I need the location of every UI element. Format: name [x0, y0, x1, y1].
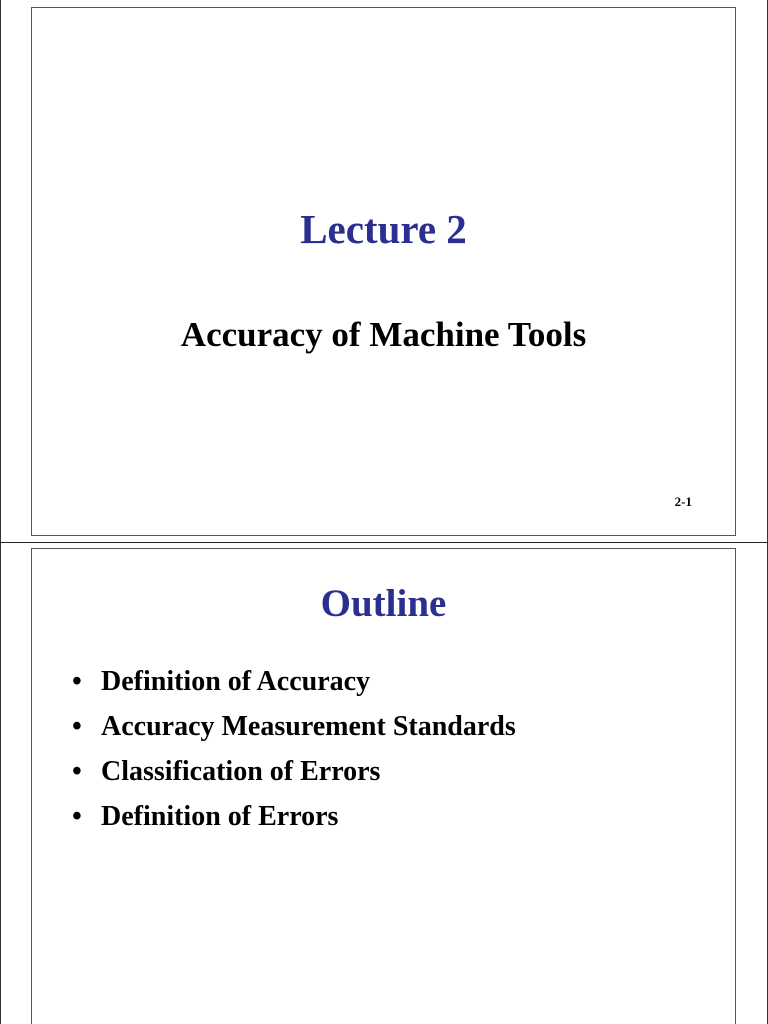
bullet-mark: • — [72, 756, 82, 787]
slide-lecture-title — [31, 7, 736, 536]
left-edge-line — [0, 0, 1, 1024]
outline-list — [72, 663, 516, 843]
outline-title: Outline — [320, 582, 447, 625]
bullet-mark: • — [72, 801, 82, 832]
list-item-text: Definition of Accuracy — [101, 666, 371, 697]
list-item — [72, 663, 516, 708]
page-divider — [0, 542, 768, 543]
lecture-title: Lecture 2 — [300, 206, 467, 252]
list-item — [72, 798, 516, 843]
list-item-text: Accuracy Measurement Standards — [101, 711, 516, 742]
list-item — [72, 708, 516, 753]
slide-outline — [31, 548, 736, 1024]
list-item-text: Classification of Errors — [101, 756, 381, 787]
slide-number: 2-1 — [674, 494, 692, 509]
bullet-mark: • — [72, 666, 82, 697]
list-item — [72, 753, 516, 798]
list-item-text: Definition of Errors — [101, 801, 339, 832]
lecture-subtitle: Accuracy of Machine Tools — [180, 315, 587, 354]
bullet-mark: • — [72, 711, 82, 742]
